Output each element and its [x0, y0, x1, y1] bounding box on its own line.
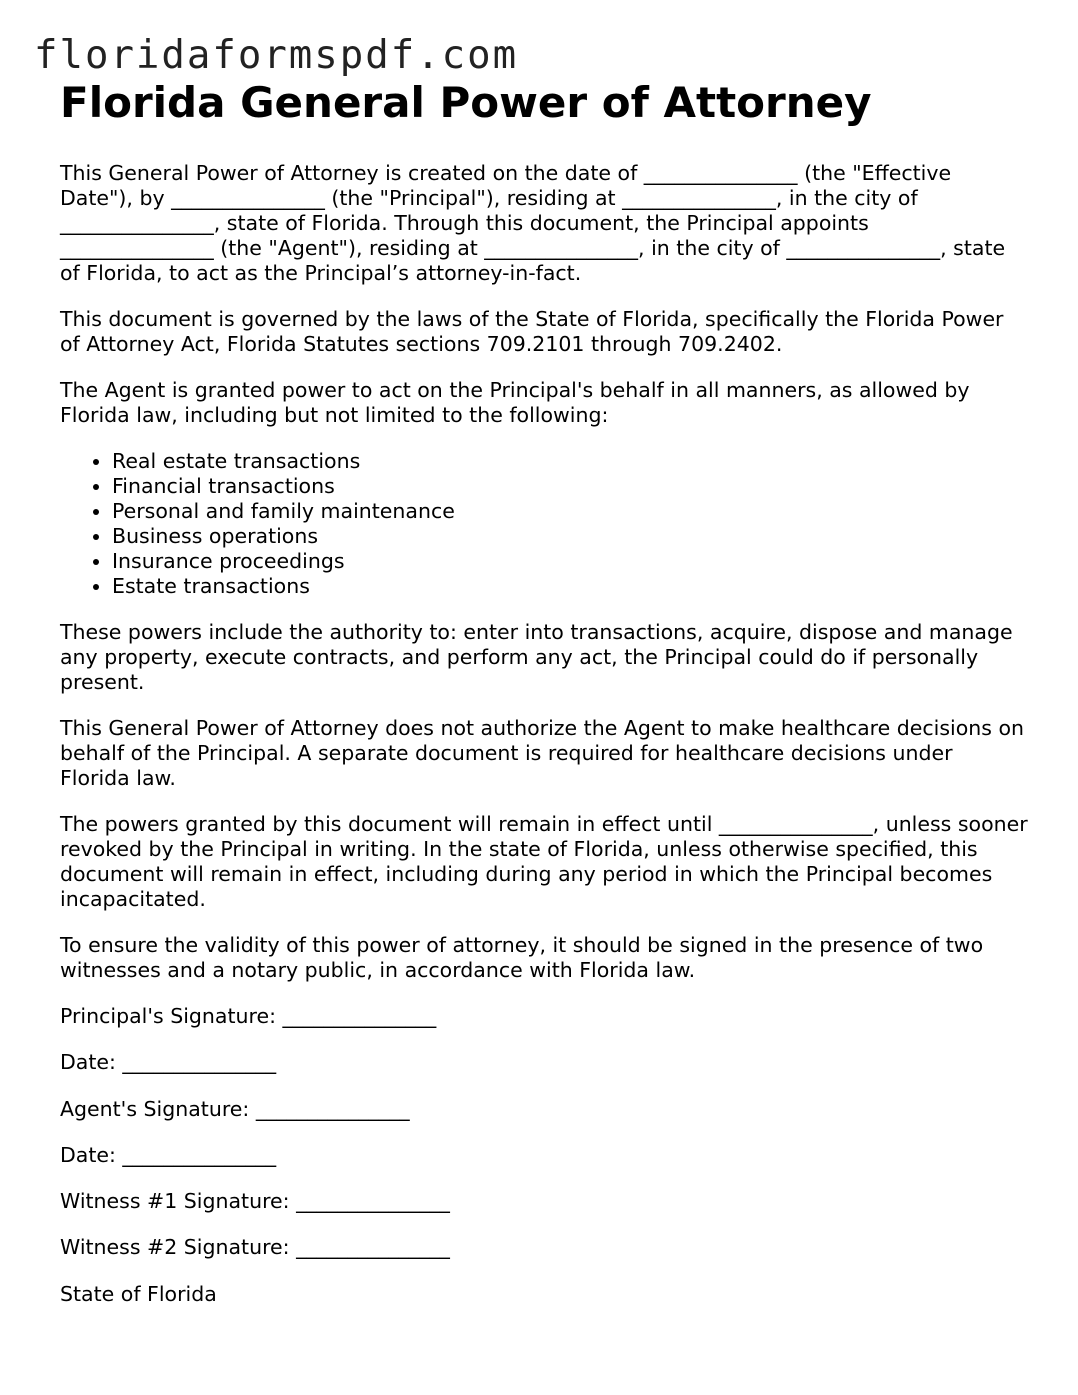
witness-1-signature-line: Witness #1 Signature: _______________: [60, 1189, 450, 1214]
authority-paragraph: These powers include the authority to: enter into transactions, acquire, dispose and manage any property, execute contracts, and perform any act, the Principal could do if personally present.: [60, 620, 1013, 694]
principal-date-line: Date: _______________: [60, 1050, 277, 1075]
list-item: • Financial transactions: [112, 474, 1028, 499]
document-title: Florida General Power of Attorney: [60, 78, 872, 127]
agent-signature-line: Agent's Signature: _______________: [60, 1096, 410, 1121]
notary-state-heading: State of Florida: [60, 1281, 217, 1306]
site-watermark: floridaformspdf.com: [34, 33, 519, 78]
list-item: • Personal and family maintenance: [112, 499, 1028, 524]
healthcare-exclusion-paragraph: This General Power of Attorney does not authorize the Agent to make healthcare decisions on behalf of the Principal. A separate document is required for healthcare decisions under Florida law.: [60, 716, 1025, 790]
list-item: • Estate transactions: [112, 574, 1028, 599]
document-body: [60, 78, 1028, 1328]
intro-paragraph: This General Power of Attorney is created on the date of _______________ (the "Effective Date"), by _______________ (the "Principal"), residing at _______________, in the city of _______________, state of Florida. Through this document, the Principal appoints _______________ (the "Agent"), residing at _______________, in the city of _______________, state of Florida, to act as the Principal’s attorney-in-fact.: [60, 161, 1006, 285]
powers-list: [60, 449, 1028, 599]
principal-signature-line: Principal's Signature: _______________: [60, 1004, 437, 1028]
execution-paragraph: To ensure the validity of this power of attorney, it should be signed in the presence of two witnesses and a notary public, in accordance with Florida law.: [60, 933, 984, 982]
governing-law-paragraph: This document is governed by the laws of the State of Florida, specifically the Florida Power of Attorney Act, Florida Statutes sections 709.2101 through 709.2402.: [60, 307, 1004, 356]
witness-2-signature-line: Witness #2 Signature: _______________: [60, 1235, 450, 1260]
agent-date-line: Date: _______________: [60, 1142, 277, 1167]
list-item: • Real estate transactions: [112, 449, 1028, 474]
grant-of-powers-paragraph: The Agent is granted power to act on the Principal's behalf in all manners, as allowed by Florida law, including but not limited to the following:: [60, 378, 970, 427]
list-item: • Business operations: [112, 524, 1028, 549]
list-item: • Insurance proceedings: [112, 549, 1028, 574]
duration-paragraph: The powers granted by this document will remain in effect until _______________, unless sooner revoked by the Principal in writing. In the state of Florida, unless otherwise specified, this document will remain in effect, including during any period in which the Principal becomes incapacitated.: [60, 812, 1028, 911]
